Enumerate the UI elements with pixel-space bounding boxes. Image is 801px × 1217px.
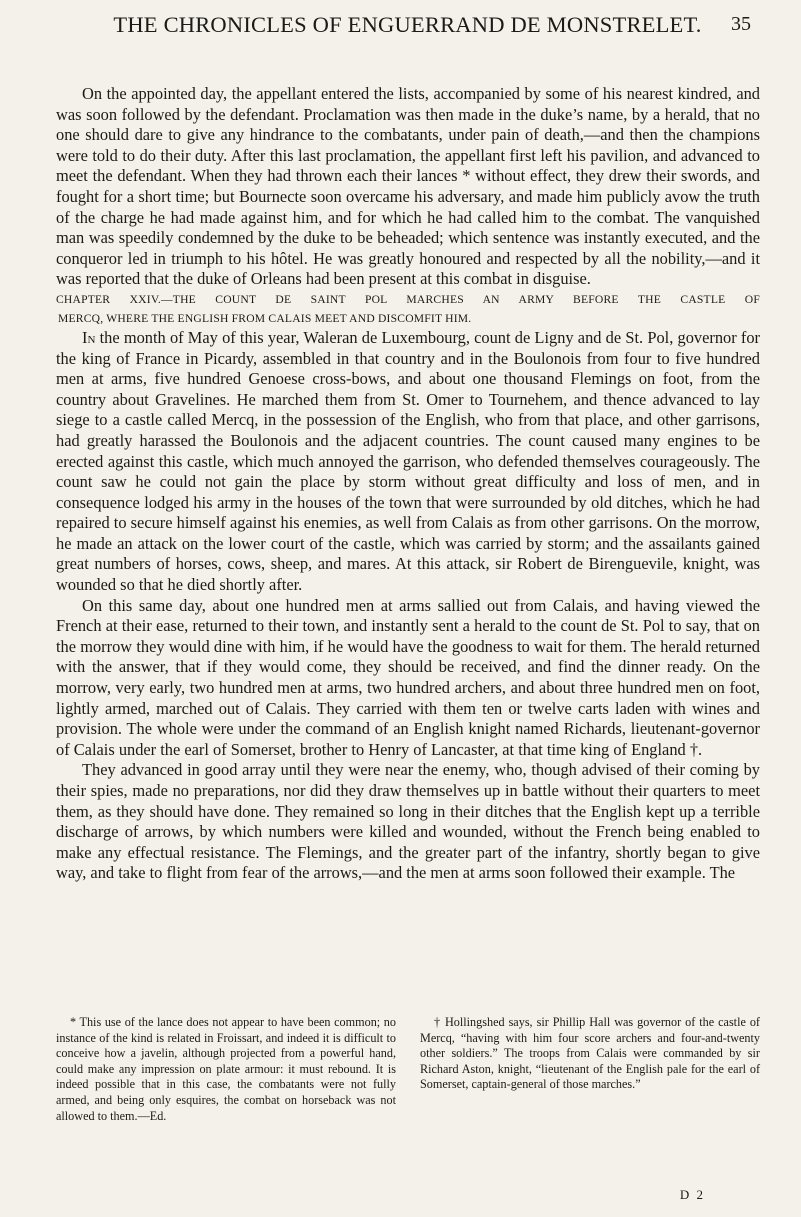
footnote-column-left xyxy=(56,1015,396,1124)
page-number: 35 xyxy=(731,13,751,35)
paragraph-1: On the appointed day, the appellant entered the lists, accompanied by some of his nearest kindred, and was soon followed by the defendant. Proclamation was then made in the duke’s name, by a herald, that no one should dare to give any hindrance to the combatants, under pain of death,—and then the champions were told to do their duty. After this last proclamation, the appellant first left his pavilion, and advanced to meet the defendant. When they had thrown each their lances * without effect, they drew their swords, and fought for a short time; but Bournecte soon overcame his adversary, and made him publicly avow the truth of the charge he had made against him, and for which he had called him to the combat. The vanquished man was speedily condemned by the duke to be beheaded; which sentence was instantly executed, and the conqueror led in triumph to his hôtel. He was greatly honoured and respected by all the nobility,—and it was reported that the duke of Orleans had been present at this combat in disguise. xyxy=(56,84,760,289)
paragraph-2-lead: In xyxy=(82,327,96,347)
footnote-column-right xyxy=(420,1015,760,1124)
paragraph-2 xyxy=(56,328,760,596)
paragraph-4: They advanced in good array until they were near the enemy, who, though advised of their coming by their spies, made no preparations, nor did they draw themselves up in battle without their quarters to meet them, as they should have done. They remained so long in their ditches that the English kept up a terrible discharge of arrows, by which numbers were killed and wounded, without the French being enabled to make any effectual resistance. The Flemings, and the greater part of the infantry, shortly began to give way, and take to flight from fear of the arrows,—and the men at arms soon followed their example. The xyxy=(56,760,760,883)
chapter-heading-line-2: MERCQ, WHERE THE ENGLISH FROM CALAIS MEET AND DISCOMFIT HIM. xyxy=(58,311,472,325)
paragraph-3: On this same day, about one hundred men at arms sallied out from Calais, and having viewed the French at their ease, returned to their town, and instantly sent a herald to the count de St. Pol to say, that on the morrow they would dine with him, if he would have the goodness to wait for them. The herald returned with the answer, that if they would come, they should be received, and find the dinner ready. On the morrow, very early, two hundred men at arms, two hundred archers, and about three hundred men on foot, lightly armed, marched out of Calais. They carried with them ten or twelve carts laden with wines and provision. The whole were under the command of an English knight named Richards, lieutenant-governor of Calais under the earl of Somerset, brother to Henry of Lancaster, at that time king of England †. xyxy=(56,595,760,759)
footnotes xyxy=(56,1015,760,1124)
footnote-1: * This use of the lance does not appear to have been common; no instance of the kind is related in Froissart, and indeed it is difficult to conceive how a javelin, although projected from a powerful hand, could make any impression on plate armour: it must rebound. It is indeed possible that in this case, the combatants were not fully armed, and being only esquires, the combat on horseback was not allowed to them.—Ed. xyxy=(56,1015,396,1123)
chapter-heading-line-1: CHAPTER XXIV.—THE COUNT DE SAINT POL MARCHES AN ARMY BEFORE THE CASTLE OF xyxy=(56,292,760,306)
chapter-heading xyxy=(56,290,760,328)
main-text xyxy=(56,84,760,884)
paragraph-2-text: the month of May of this year, Waleran de Luxembourg, count de Ligny and de St. Pol, governor for the king of France in Picardy, assembled in that country and in the Boulonois from four to five hundred men at arms, five hundred Genoese cross-bows, and about one thousand Flemings on foot, from the country about Gravelines. He marched them from St. Omer to Tournehem, and thence advanced to lay siege to a castle called Mercq, in the possession of the English, who from that place, and other garrisons, had greatly harassed the Boulonois and the adjacent countries. The count caused many engines to be erected against this castle, which much annoyed the garrison, who defended themselves courageously. The count saw he could not gain the place by storm without great difficulty and loss of men, and in consequence lodged his army in the houses of the town that were surrounded by old ditches, which he had repaired to secure himself against his enemies, as well from Calais as from other garrisons. On the morrow, he made an attack on the lower court of the castle, which was carried by storm; and the assailants gained great numbers of horses, cows, sheep, and mares. At this attack, sir Robert de Birenguevile, knight, was wounded so that he died shortly after. xyxy=(56,327,760,595)
running-header xyxy=(64,12,751,42)
footnote-2: † Hollingshed says, sir Phillip Hall was governor of the castle of Mercq, “having with him four score archers and four-and-twenty other soldiers.” The troops from Calais were commanded by sir Richard Aston, knight, “lieutenant of the English pale for the earl of Somerset, captain-general of those marches.” xyxy=(420,1015,760,1092)
running-title: THE CHRONICLES OF ENGUERRAND DE MONSTRELET. xyxy=(113,12,702,37)
signature-mark: D 2 xyxy=(679,1187,705,1202)
